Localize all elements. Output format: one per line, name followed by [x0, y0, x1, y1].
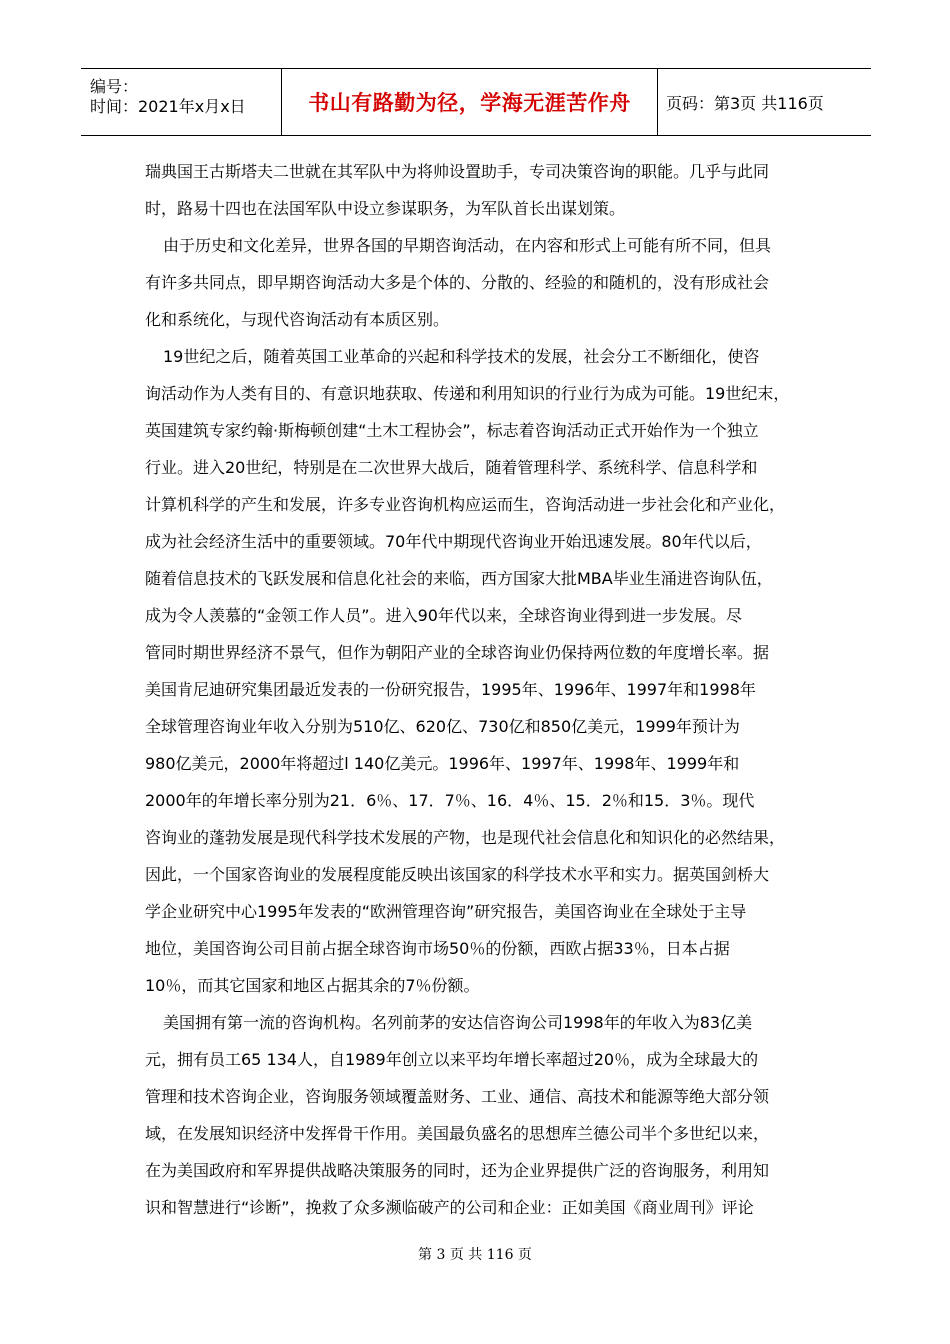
text-line: 英国建筑专家约翰·斯梅顿创建“土木工程协会”，标志着咨询活动正式开始作为一个独立	[145, 421, 759, 440]
header-page-cell	[658, 69, 871, 135]
text-line: 由于历史和文化差异，世界各国的早期咨询活动，在内容和形式上可能有所不同，但具	[163, 236, 772, 255]
text-line: 2000年的年增长率分别为21．6％、17．7％、16．4％、15．2％和15．3％。现代	[145, 791, 755, 810]
page-footer	[0, 1244, 950, 1264]
text-line: 咨询业的蓬勃发展是现代科学技术发展的产物，也是现代社会信息化和知识化的必然结果，	[145, 828, 786, 847]
text-line: 980亿美元，2000年将超过l 140亿美元。1996年、1997年、1998年、1999年和	[145, 754, 740, 773]
text-line: 瑞典国王古斯塔夫二世就在其军队中为将帅设置助手，专司决策咨询的职能。几乎与此同	[145, 162, 770, 181]
text-line: 有许多共同点，即早期咨询活动大多是个体的、分散的、经验的和随机的，没有形成社会	[145, 273, 770, 292]
text-line: 学企业研究中心1995年发表的“欧洲管理咨询”研究报告，美国咨询业在全球处于主导	[145, 902, 747, 921]
text-line: 计算机科学的产生和发展，许多专业咨询机构应运而生，咨询活动进一步社会化和产业化，	[145, 495, 786, 514]
text-line: 全球管理咨询业年收入分别为510亿、620亿、730亿和850亿美元，1999年预计为	[145, 717, 740, 736]
text-line: 美国拥有第一流的咨询机构。名列前茅的安达信咨询公司1998年的年收入为83亿美	[163, 1013, 753, 1032]
text-line: 行业。进入20世纪，特别是在二次世界大战后，随着管理科学、系统科学、信息科学和	[145, 458, 758, 477]
header-motto-cell	[282, 69, 658, 135]
text-line: 因此，一个国家咨询业的发展程度能反映出该国家的科学技术水平和实力。据英国剑桥大	[145, 865, 770, 884]
motto-text: 书山有路勤为径，学海无涯苦作舟	[308, 91, 631, 115]
document-body	[145, 153, 810, 1226]
text-line: 识和智慧进行“诊断”，挽救了众多濒临破产的公司和企业：正如美国《商业周刊》评论	[145, 1198, 754, 1217]
text-line: 10％，而其它国家和地区占据其余的7％份额。	[145, 976, 480, 995]
text-line: 域，在发展知识经济中发挥骨干作用。美国最负盛名的思想库兰德公司半个多世纪以来，	[145, 1124, 770, 1143]
header-info-cell	[81, 69, 282, 135]
text-line: 成为社会经济生活中的重要领域。70年代中期现代咨询业开始迅速发展。80年代以后，	[145, 532, 762, 551]
footer-page-number: 第 3 页 共 116 页	[418, 1247, 532, 1263]
text-line: 管同时期世界经济不景气，但作为朝阳产业的全球咨询业仍保持两位数的年度增长率。据	[145, 643, 770, 662]
text-line: 元，拥有员工65 134人，自1989年创立以来平均年增长率超过20％，成为全球最大的	[145, 1050, 759, 1069]
text-line: 地位，美国咨询公司目前占据全球咨询市场50％的份额，西欧占据33％，日本占据	[145, 939, 730, 958]
text-line: 随着信息技术的飞跃发展和信息化社会的来临，西方国家大批MBA毕业生涌进咨询队伍，	[145, 569, 773, 588]
text-line: 成为令人羡慕的“金领工作人员”。进入90年代以来，全球咨询业得到进一步发展。尽	[145, 606, 742, 625]
page-header	[81, 68, 871, 136]
text-line: 询活动作为人类有目的、有意识地获取、传递和利用知识的行业行为成为可能。19世纪末，	[145, 384, 790, 403]
date-label: 时间：2021年x月x日	[90, 97, 246, 116]
text-line: 在为美国政府和军界提供战略决策服务的同时，还为企业界提供广泛的咨询服务，利用知	[145, 1161, 770, 1180]
text-line: 时，路易十四也在法国军队中设立参谋职务，为军队首长出谋划策。	[145, 199, 626, 218]
serial-number-label: 编号：	[90, 77, 139, 96]
text-line: 19世纪之后，随着英国工业革命的兴起和科学技术的发展，社会分工不断细化，使咨	[163, 347, 760, 366]
page-code-label: 页码：第3页 共116页	[666, 93, 824, 113]
text-line: 管理和技术咨询企业，咨询服务领域覆盖财务、工业、通信、高技术和能源等绝大部分领	[145, 1087, 770, 1106]
text-line: 美国肯尼迪研究集团最近发表的一份研究报告，1995年、1996年、1997年和1998年	[145, 680, 756, 699]
text-line: 化和系统化，与现代咨询活动有本质区别。	[145, 310, 450, 329]
